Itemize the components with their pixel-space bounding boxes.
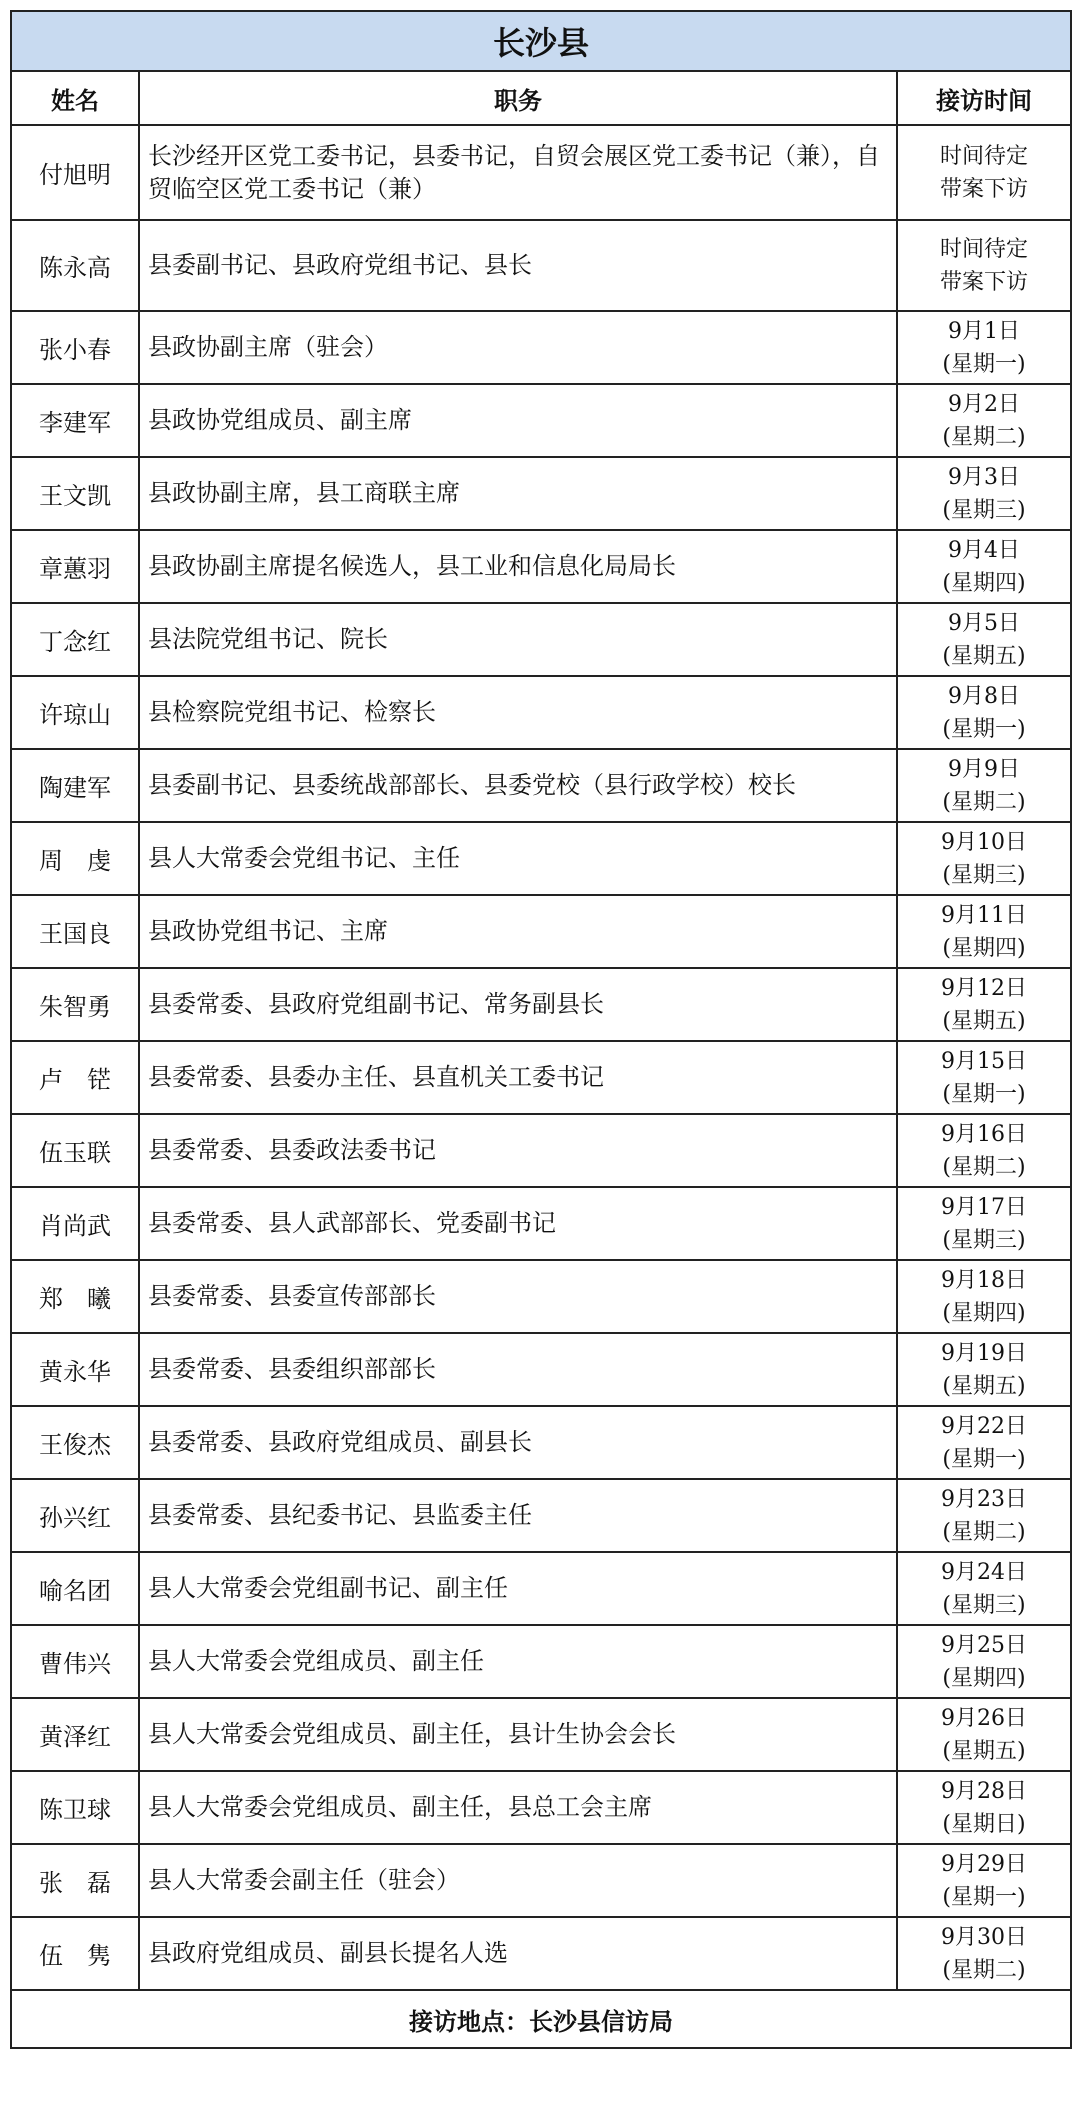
cell-position: 县政协党组书记、主席: [139, 895, 897, 968]
header-name: 姓名: [11, 71, 139, 125]
table-body: [11, 11, 1071, 2048]
header-row: [11, 71, 1071, 125]
time-line-1: 9月4日: [948, 537, 1020, 563]
cell-position: 县政协党组成员、副主席: [139, 384, 897, 457]
cell-position: 县检察院党组书记、检察长: [139, 676, 897, 749]
cell-name: 李建军: [11, 384, 139, 457]
table-row: [11, 895, 1071, 968]
cell-position: 县政府党组成员、副县长提名人选: [139, 1917, 897, 1990]
table-row: [11, 125, 1071, 220]
time-line-2: (星期三): [942, 1227, 1026, 1253]
time-line-1: 9月3日: [948, 464, 1020, 490]
table-row: [11, 1333, 1071, 1406]
cell-name: 付旭明: [11, 125, 139, 220]
cell-position: 县委常委、县委宣传部部长: [139, 1260, 897, 1333]
time-line-1: 9月24日: [941, 1559, 1027, 1585]
cell-position: 县委副书记、县委统战部部长、县委党校（县行政学校）校长: [139, 749, 897, 822]
table-row: [11, 822, 1071, 895]
time-line-2: (星期五): [942, 1008, 1026, 1034]
cell-name: 黄永华: [11, 1333, 139, 1406]
schedule-table: [10, 10, 1072, 2049]
time-line-1: 9月29日: [941, 1851, 1027, 1877]
time-line-2: (星期二): [942, 1154, 1026, 1180]
cell-position: 县法院党组书记、院长: [139, 603, 897, 676]
time-line-1: 9月23日: [941, 1486, 1027, 1512]
table-row: [11, 1187, 1071, 1260]
table-row: [11, 1771, 1071, 1844]
cell-name: 王文凯: [11, 457, 139, 530]
title-row: [11, 11, 1071, 71]
cell-time: [897, 311, 1071, 384]
cell-time: [897, 530, 1071, 603]
cell-name: 许琼山: [11, 676, 139, 749]
cell-name: 周 虔: [11, 822, 139, 895]
footer-row: [11, 1990, 1071, 2048]
time-line-2: (星期一): [942, 1884, 1026, 1910]
time-line-2: (星期四): [942, 570, 1026, 596]
cell-time: [897, 676, 1071, 749]
cell-name: 伍玉联: [11, 1114, 139, 1187]
time-line-2: (星期二): [942, 1519, 1026, 1545]
cell-position: 县政协副主席提名候选人，县工业和信息化局局长: [139, 530, 897, 603]
cell-name: 章蕙羽: [11, 530, 139, 603]
table-row: [11, 968, 1071, 1041]
cell-position: 长沙经开区党工委书记，县委书记，自贸会展区党工委书记（兼），自贸临空区党工委书记（兼）: [139, 125, 897, 220]
footer-location: 接访地点：长沙县信访局: [11, 1990, 1071, 2048]
table-row: [11, 1114, 1071, 1187]
time-line-1: 9月11日: [941, 902, 1027, 928]
time-line-2: (星期四): [942, 1665, 1026, 1691]
table-row: [11, 1844, 1071, 1917]
cell-position: 县人大常委会党组成员、副主任: [139, 1625, 897, 1698]
cell-position: 县委常委、县委办主任、县直机关工委书记: [139, 1041, 897, 1114]
cell-time: [897, 1552, 1071, 1625]
cell-name: 张小春: [11, 311, 139, 384]
table-row: [11, 1041, 1071, 1114]
cell-time: [897, 968, 1071, 1041]
cell-position: 县委常委、县政府党组副书记、常务副县长: [139, 968, 897, 1041]
cell-position: 县委常委、县委政法委书记: [139, 1114, 897, 1187]
cell-position: 县委副书记、县政府党组书记、县长: [139, 220, 897, 311]
time-line-1: 9月30日: [941, 1924, 1027, 1950]
cell-time: [897, 749, 1071, 822]
time-line-2: (星期三): [942, 862, 1026, 888]
time-line-1: 9月15日: [941, 1048, 1027, 1074]
time-line-1: 9月17日: [941, 1194, 1027, 1220]
cell-time: [897, 1625, 1071, 1698]
cell-position: 县委常委、县政府党组成员、副县长: [139, 1406, 897, 1479]
cell-time: [897, 1406, 1071, 1479]
cell-name: 卢 铓: [11, 1041, 139, 1114]
time-line-2: (星期二): [942, 1957, 1026, 1983]
cell-name: 王俊杰: [11, 1406, 139, 1479]
cell-name: 肖尚武: [11, 1187, 139, 1260]
time-line-2: (星期一): [942, 1081, 1026, 1107]
cell-position: 县委常委、县人武部部长、党委副书记: [139, 1187, 897, 1260]
table-row: [11, 1260, 1071, 1333]
time-line-1: 时间待定: [939, 143, 1028, 169]
time-line-2: (星期五): [942, 643, 1026, 669]
time-line-2: (星期四): [942, 1300, 1026, 1326]
table-row: [11, 1479, 1071, 1552]
table-row: [11, 1406, 1071, 1479]
time-line-2: (星期四): [942, 935, 1026, 961]
cell-time: [897, 384, 1071, 457]
cell-name: 郑 曦: [11, 1260, 139, 1333]
cell-time: [897, 220, 1071, 311]
table-row: [11, 1698, 1071, 1771]
cell-time: [897, 603, 1071, 676]
cell-position: 县人大常委会党组副书记、副主任: [139, 1552, 897, 1625]
table-row: [11, 1917, 1071, 1990]
table-row: [11, 457, 1071, 530]
time-line-1: 9月12日: [941, 975, 1027, 1001]
cell-name: 曹伟兴: [11, 1625, 139, 1698]
time-line-2: 带案下访: [939, 176, 1028, 202]
time-line-1: 9月26日: [941, 1705, 1027, 1731]
table-row: [11, 311, 1071, 384]
cell-time: [897, 125, 1071, 220]
time-line-1: 9月25日: [941, 1632, 1027, 1658]
time-line-2: (星期二): [942, 789, 1026, 815]
time-line-2: (星期五): [942, 1738, 1026, 1764]
cell-name: 黄泽红: [11, 1698, 139, 1771]
table-row: [11, 220, 1071, 311]
cell-time: [897, 1187, 1071, 1260]
cell-time: [897, 1114, 1071, 1187]
cell-time: [897, 1698, 1071, 1771]
time-line-2: (星期一): [942, 1446, 1026, 1472]
time-line-2: (星期二): [942, 424, 1026, 450]
time-line-2: (星期一): [942, 716, 1026, 742]
cell-position: 县政协副主席，县工商联主席: [139, 457, 897, 530]
time-line-2: 带案下访: [939, 269, 1028, 295]
time-line-1: 9月10日: [941, 829, 1027, 855]
cell-time: [897, 1771, 1071, 1844]
time-line-1: 9月2日: [948, 391, 1020, 417]
table-row: [11, 676, 1071, 749]
cell-name: 伍 隽: [11, 1917, 139, 1990]
table-row: [11, 603, 1071, 676]
table-row: [11, 1625, 1071, 1698]
time-line-1: 时间待定: [939, 236, 1028, 262]
cell-name: 张 磊: [11, 1844, 139, 1917]
table-title: 长沙县: [11, 11, 1071, 71]
time-line-1: 9月19日: [941, 1340, 1027, 1366]
cell-position: 县人大常委会副主任（驻会）: [139, 1844, 897, 1917]
cell-position: 县委常委、县纪委书记、县监委主任: [139, 1479, 897, 1552]
time-line-1: 9月18日: [941, 1267, 1027, 1293]
cell-time: [897, 1333, 1071, 1406]
cell-name: 丁念红: [11, 603, 139, 676]
time-line-2: (星期日): [942, 1811, 1026, 1837]
cell-name: 王国良: [11, 895, 139, 968]
time-line-2: (星期三): [942, 497, 1026, 523]
cell-name: 陶建军: [11, 749, 139, 822]
time-line-1: 9月28日: [941, 1778, 1027, 1804]
time-line-2: (星期一): [942, 351, 1026, 377]
header-time: 接访时间: [897, 71, 1071, 125]
time-line-1: 9月5日: [948, 610, 1020, 636]
cell-position: 县人大常委会党组书记、主任: [139, 822, 897, 895]
cell-time: [897, 1260, 1071, 1333]
table-row: [11, 530, 1071, 603]
time-line-1: 9月9日: [948, 756, 1020, 782]
cell-time: [897, 1844, 1071, 1917]
time-line-1: 9月8日: [948, 683, 1020, 709]
time-line-1: 9月1日: [948, 318, 1020, 344]
time-line-1: 9月16日: [941, 1121, 1027, 1147]
table-row: [11, 1552, 1071, 1625]
cell-position: 县人大常委会党组成员、副主任，县计生协会会长: [139, 1698, 897, 1771]
time-line-2: (星期五): [942, 1373, 1026, 1399]
cell-time: [897, 457, 1071, 530]
cell-time: [897, 1917, 1071, 1990]
table-row: [11, 384, 1071, 457]
cell-position: 县委常委、县委组织部部长: [139, 1333, 897, 1406]
cell-time: [897, 895, 1071, 968]
cell-time: [897, 1479, 1071, 1552]
cell-name: 朱智勇: [11, 968, 139, 1041]
time-line-1: 9月22日: [941, 1413, 1027, 1439]
cell-name: 孙兴红: [11, 1479, 139, 1552]
time-line-2: (星期三): [942, 1592, 1026, 1618]
cell-position: 县政协副主席（驻会）: [139, 311, 897, 384]
cell-position: 县人大常委会党组成员、副主任，县总工会主席: [139, 1771, 897, 1844]
cell-time: [897, 822, 1071, 895]
cell-name: 陈卫球: [11, 1771, 139, 1844]
cell-name: 陈永高: [11, 220, 139, 311]
cell-time: [897, 1041, 1071, 1114]
table-row: [11, 749, 1071, 822]
cell-name: 喻名团: [11, 1552, 139, 1625]
header-position: 职务: [139, 71, 897, 125]
